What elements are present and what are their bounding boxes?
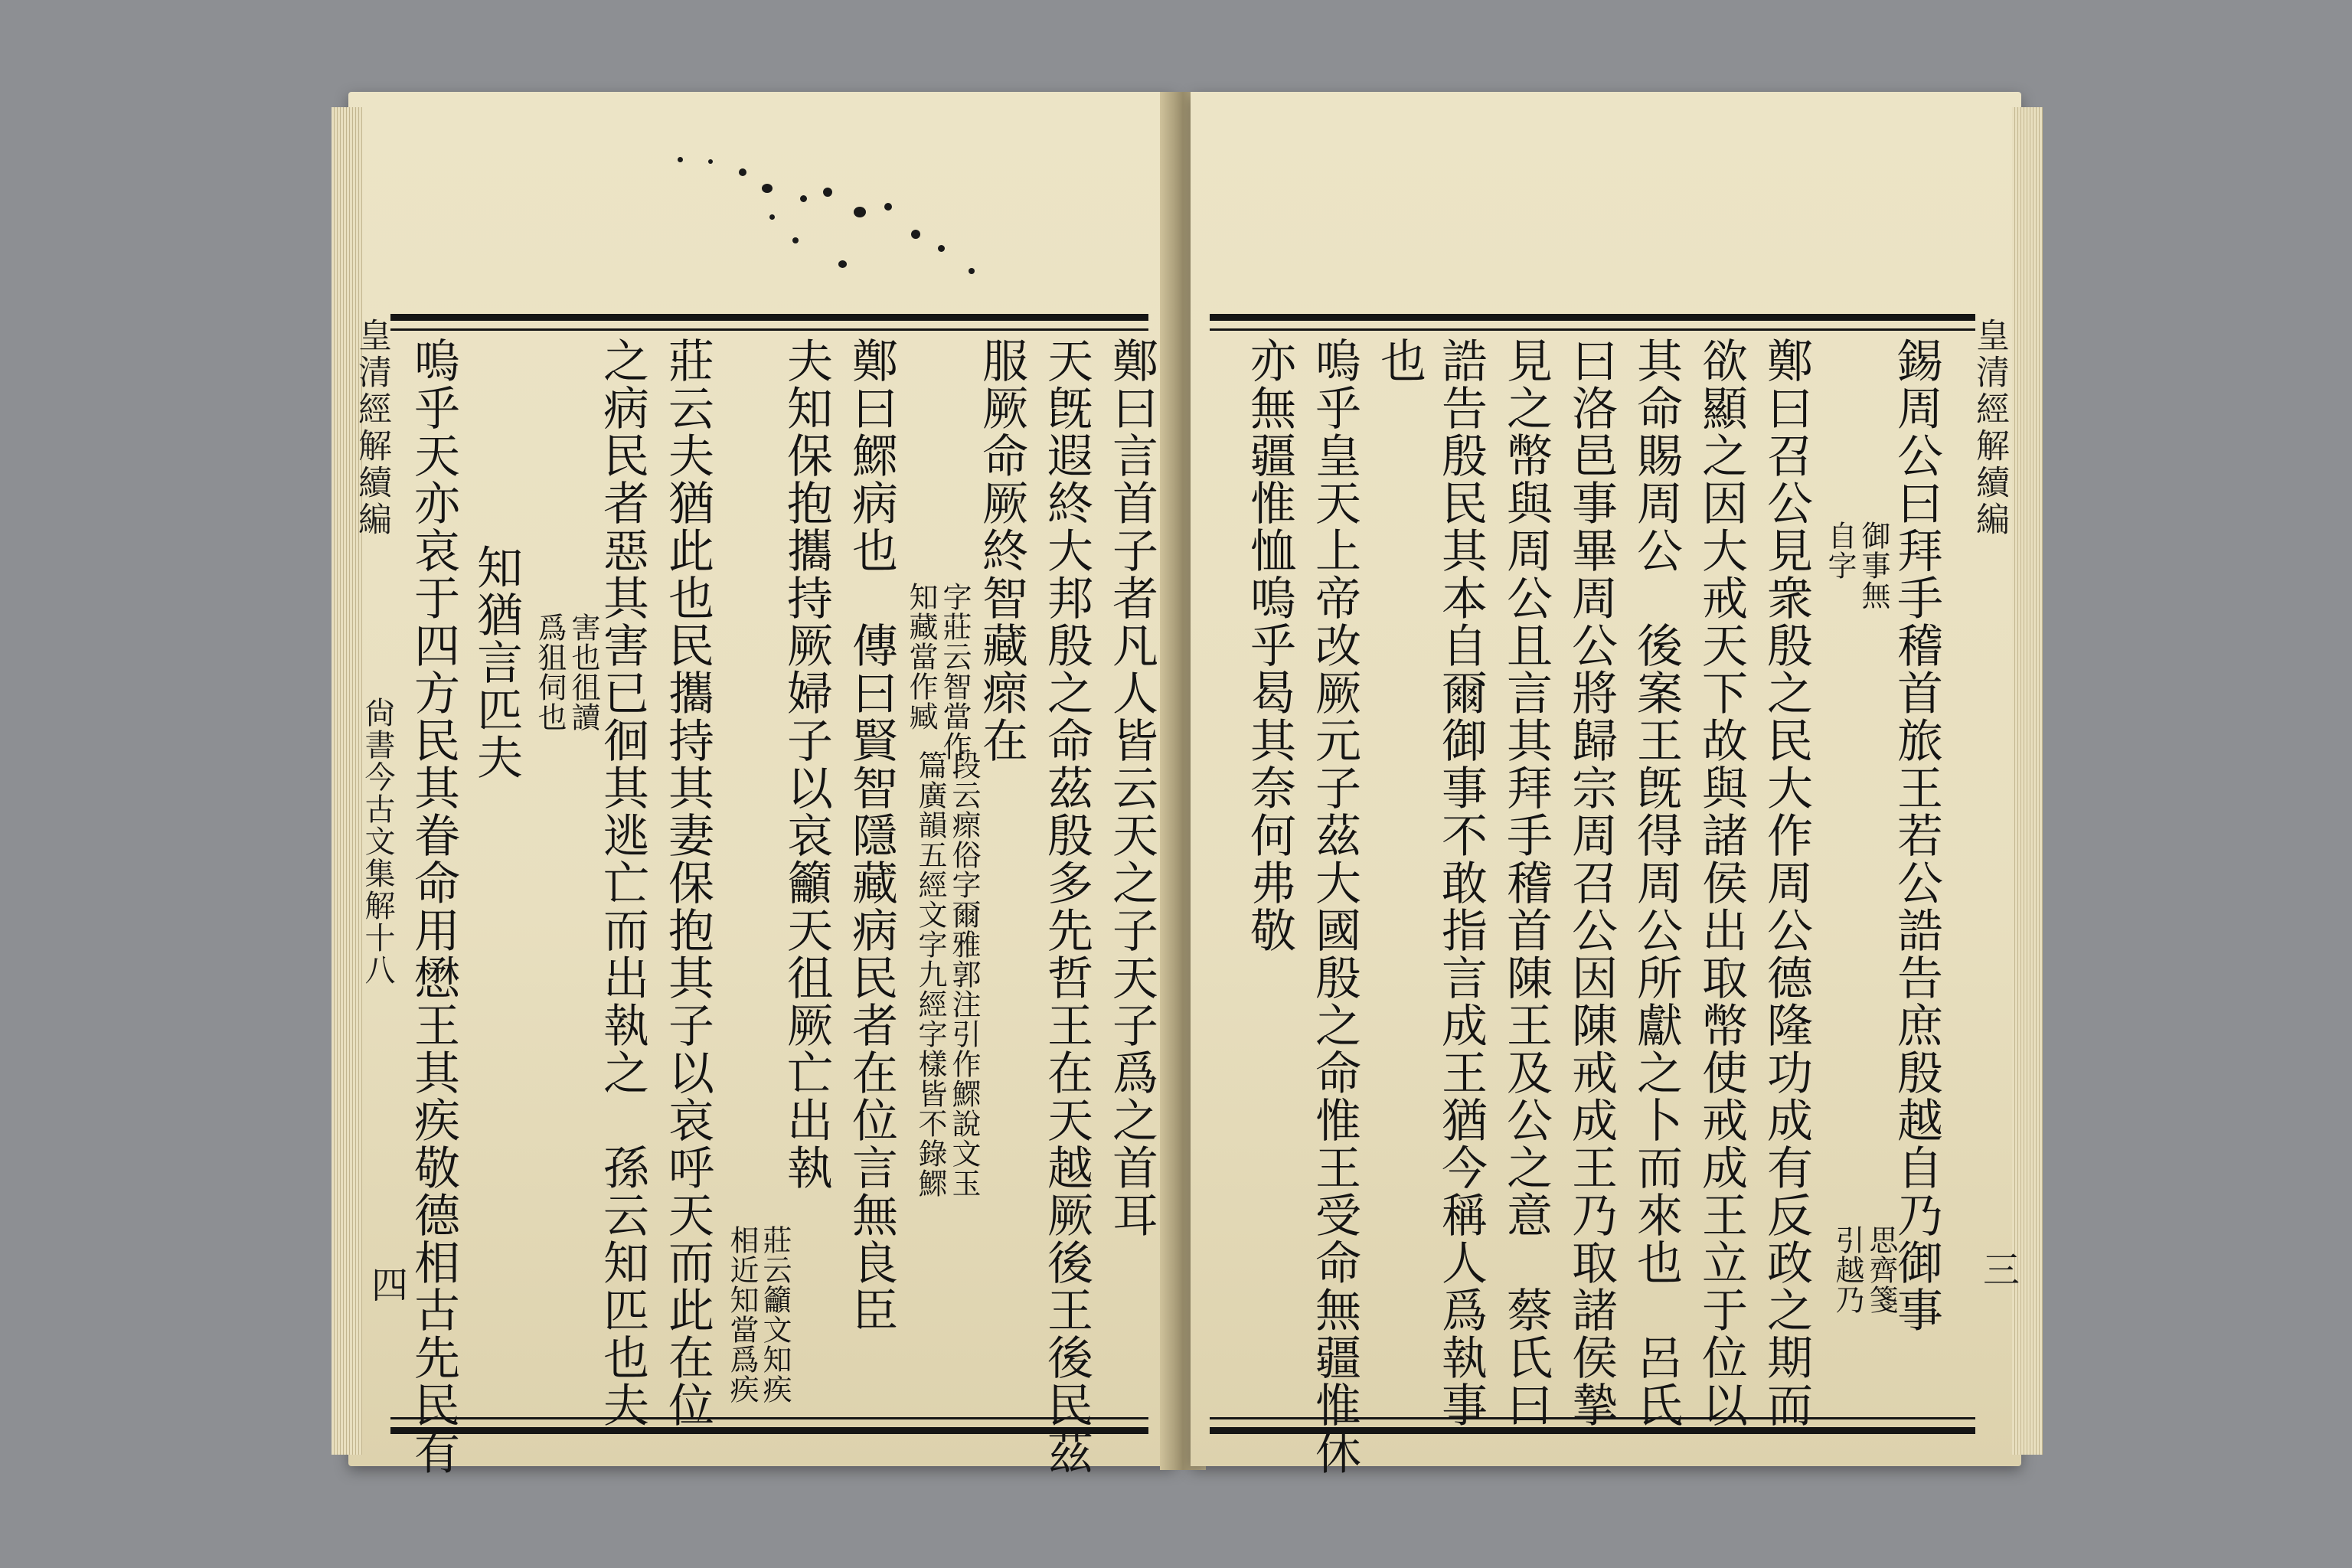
left-note-8: 爲狙伺也 [533,612,567,732]
left-page-number: 四 [371,1264,409,1307]
left-column-4: 鄭曰鰥病也 傳曰賢智隱藏病民者在位言無良臣 [844,337,898,1334]
right-column-10: 亦無疆惟恤嗚乎曷其奈何弗敬 [1243,337,1296,954]
left-page [348,92,1175,1476]
left-column-3: 服厥命厥終智藏瘝在 [975,337,1028,764]
left-column-5: 夫知保抱攜持厥婦子以哀籲天徂厥亡出執 [779,337,833,1191]
right-column-7: 誥告殷民其本自爾御事不敢指言成王猶今稱人爲執事 [1434,337,1488,1429]
right-column-2: 鄭曰召公見衆殷之民大作周公德隆功成有反政之期而 [1759,337,1813,1429]
right-note-3: 思齊箋 [1864,1225,1898,1315]
left-note-4: 知藏當作臧 [904,582,938,731]
left-column-2: 天旣遐終大邦殷之命茲殷多先哲王在天越厥後王後民茲 [1040,337,1093,1476]
right-note-1: 御事無 [1857,521,1890,610]
open-book [348,92,2021,1474]
right-column-8: 也 [1373,337,1426,384]
left-column-8: 知猶言匹夫 [469,544,523,781]
left-note-1: 段云瘝俗字爾雅郭注引作鰥說文玉 [947,750,981,1198]
left-margin-title: 皇清經解續編 [352,318,391,538]
left-note-6: 相近知當爲疾 [725,1225,759,1404]
right-column-1: 錫周公曰拜手稽首旅王若公誥告庶殷越自乃御事 [1890,337,1943,1334]
right-note-2: 自字 [1823,521,1857,580]
left-note-3: 字莊云智當作 [938,582,972,761]
left-note-7: 害也徂讀 [567,612,600,732]
left-note-5: 莊云籲文知疾 [758,1225,792,1404]
right-column-6: 見之幣與周公且言其拜手稽首陳王及公之意 蔡氏曰 [1499,337,1553,1429]
right-column-4: 其命賜周公 後案王旣得周公所獻之卜而來也 呂氏 [1629,337,1683,1429]
right-column-3: 欲顯之因大戒天下故與諸侯出取幣使戒成王立于位以 [1694,337,1748,1429]
left-column-6: 莊云夫猶此也民攜持其妻保抱其子以哀呼天而此在位 [661,337,714,1429]
right-margin-title: 皇清經解續編 [1970,318,2009,538]
left-column-7: 之病民者惡其害已徊其逃亡而出執之 孫云知匹也夫 [596,337,649,1429]
left-column-9: 嗚乎天亦哀于四方民其眷命用懋王其疾敬德相古先民有 [407,337,460,1476]
left-folio: 尙書今古文集解十八 [360,697,395,986]
right-page-number: 三 [1983,1249,2020,1292]
right-note-4: 引越乃 [1831,1225,1864,1315]
right-page [1191,92,2021,1476]
left-note-2: 篇廣韻五經文字九經字樣皆不錄鰥 [913,750,947,1198]
right-column-5: 曰洛邑事畢周公將歸宗周召公因陳戒成王乃取諸侯摯 [1564,337,1618,1429]
right-column-9: 嗚乎皇天上帝改厥元子茲大國殷之命惟王受命無疆惟休 [1308,337,1361,1476]
left-column-1: 鄭曰言首子者凡人皆云天之子天子爲之首耳 [1105,337,1158,1239]
